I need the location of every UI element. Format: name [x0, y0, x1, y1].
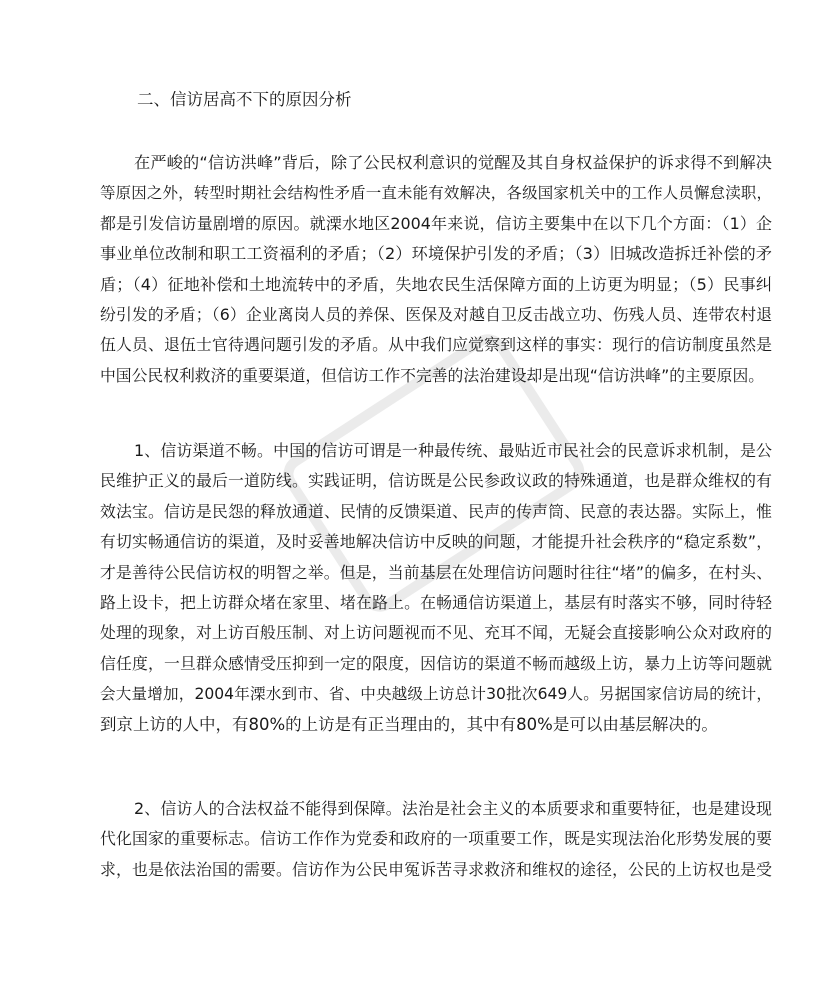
paragraph-line: 有切实畅通信访的渠道，及时妥善地解决信访中反映的问题，才能提升社会秩序的“稳定系数”，: [100, 532, 772, 552]
paragraph-line: 民维护正义的最后一道防线。实践证明，信访既是公民参政议政的特殊通道，也是群众维权的有: [100, 471, 772, 491]
paragraph-line: 才是善待公民信访权的明智之举。但是，当前基层在处理信访问题时往往“堵”的偏多，在村头、: [100, 562, 772, 582]
paragraph-line: 信任度，一旦群众感情受压抑到一定的限度，因信访的渠道不畅而越级上访，暴力上访等问题就: [100, 653, 772, 673]
paragraph-causes: [100, 148, 772, 391]
paragraph-line: 都是引发信访量剧增的原因。就溧水地区2004年来说，信访主要集中在以下几个方面：（1）企: [100, 213, 772, 233]
paragraph-line: 求，也是依法治国的需要。信访作为公民申冤诉苦寻求救济和维权的途径，公民的上访权也是受: [100, 859, 772, 879]
paragraph-line: 2、信访人的合法权益不能得到保障。法治是社会主义的本质要求和重要特征，也是建设现: [134, 799, 772, 818]
paragraph-line: 盾；（4）征地补偿和土地流转中的矛盾，失地农民生活保障方面的上访更为明显；（5）民事纠: [100, 274, 772, 294]
paragraph-line: 伍人员、退伍士官待遇问题引发的矛盾。从中我们应觉察到这样的事实：现行的信访制度虽然是: [100, 335, 772, 355]
paragraph-line: 处理的现象，对上访百般压制、对上访问题视而不见、充耳不闻，无疑会直接影响公众对政府的: [100, 623, 772, 643]
paragraph-line: 在严峻的“信访洪峰”背后，除了公民权利意识的觉醒及其自身权益保护的诉求得不到解决: [134, 153, 772, 172]
paragraph-line: 会大量增加，2004年溧水到市、省、中央越级上访总计30批次649人。另据国家信访局的统计，: [100, 685, 772, 704]
paragraph-line: 到京上访的人中，有80%的上访是有正当理由的，其中有80%是可以由基层解决的。: [100, 714, 718, 734]
paragraph-line: 效法宝。信访是民怨的释放通道、民情的反馈渠道、民声的传声筒、民意的表达器。实际上，惟: [100, 501, 772, 521]
paragraph-line: 1、信访渠道不畅。中国的信访可谓是一种最传统、最贴近市民社会的民意诉求机制，是公: [134, 441, 772, 460]
paragraph-line: 等原因之外，转型时期社会结构性矛盾一直未能有效解决，各级国家机关中的工作人员懈怠渎职，: [100, 184, 772, 203]
paragraph-rights: [100, 794, 772, 885]
paragraph-line: 事业单位改制和职工工资福利的矛盾；（2）环境保护引发的矛盾；（3）旧城改造拆迁补偿的矛: [100, 244, 772, 264]
paragraph-line: 代化国家的重要标志。信访工作作为党委和政府的一项重要工作，既是实现法治化形势发展的要: [100, 829, 772, 849]
section-heading: 二、信访居高不下的原因分析: [137, 90, 352, 109]
paragraph-line: 纷引发的矛盾；（6）企业离岗人员的养保、医保及对越自卫反击战立功、伤残人员、连带农村退: [100, 304, 772, 324]
paragraph-line: 中国公民权利救济的重要渠道，但信访工作不完善的法治建设却是出现“信访洪峰”的主要原因。: [100, 365, 765, 385]
paragraph-line: 路上设卡，把上访群众堵在家里、堵在路上。在畅通信访渠道上，基层有时落实不够，同时待轻: [100, 592, 772, 612]
paragraph-channels: [100, 436, 772, 740]
